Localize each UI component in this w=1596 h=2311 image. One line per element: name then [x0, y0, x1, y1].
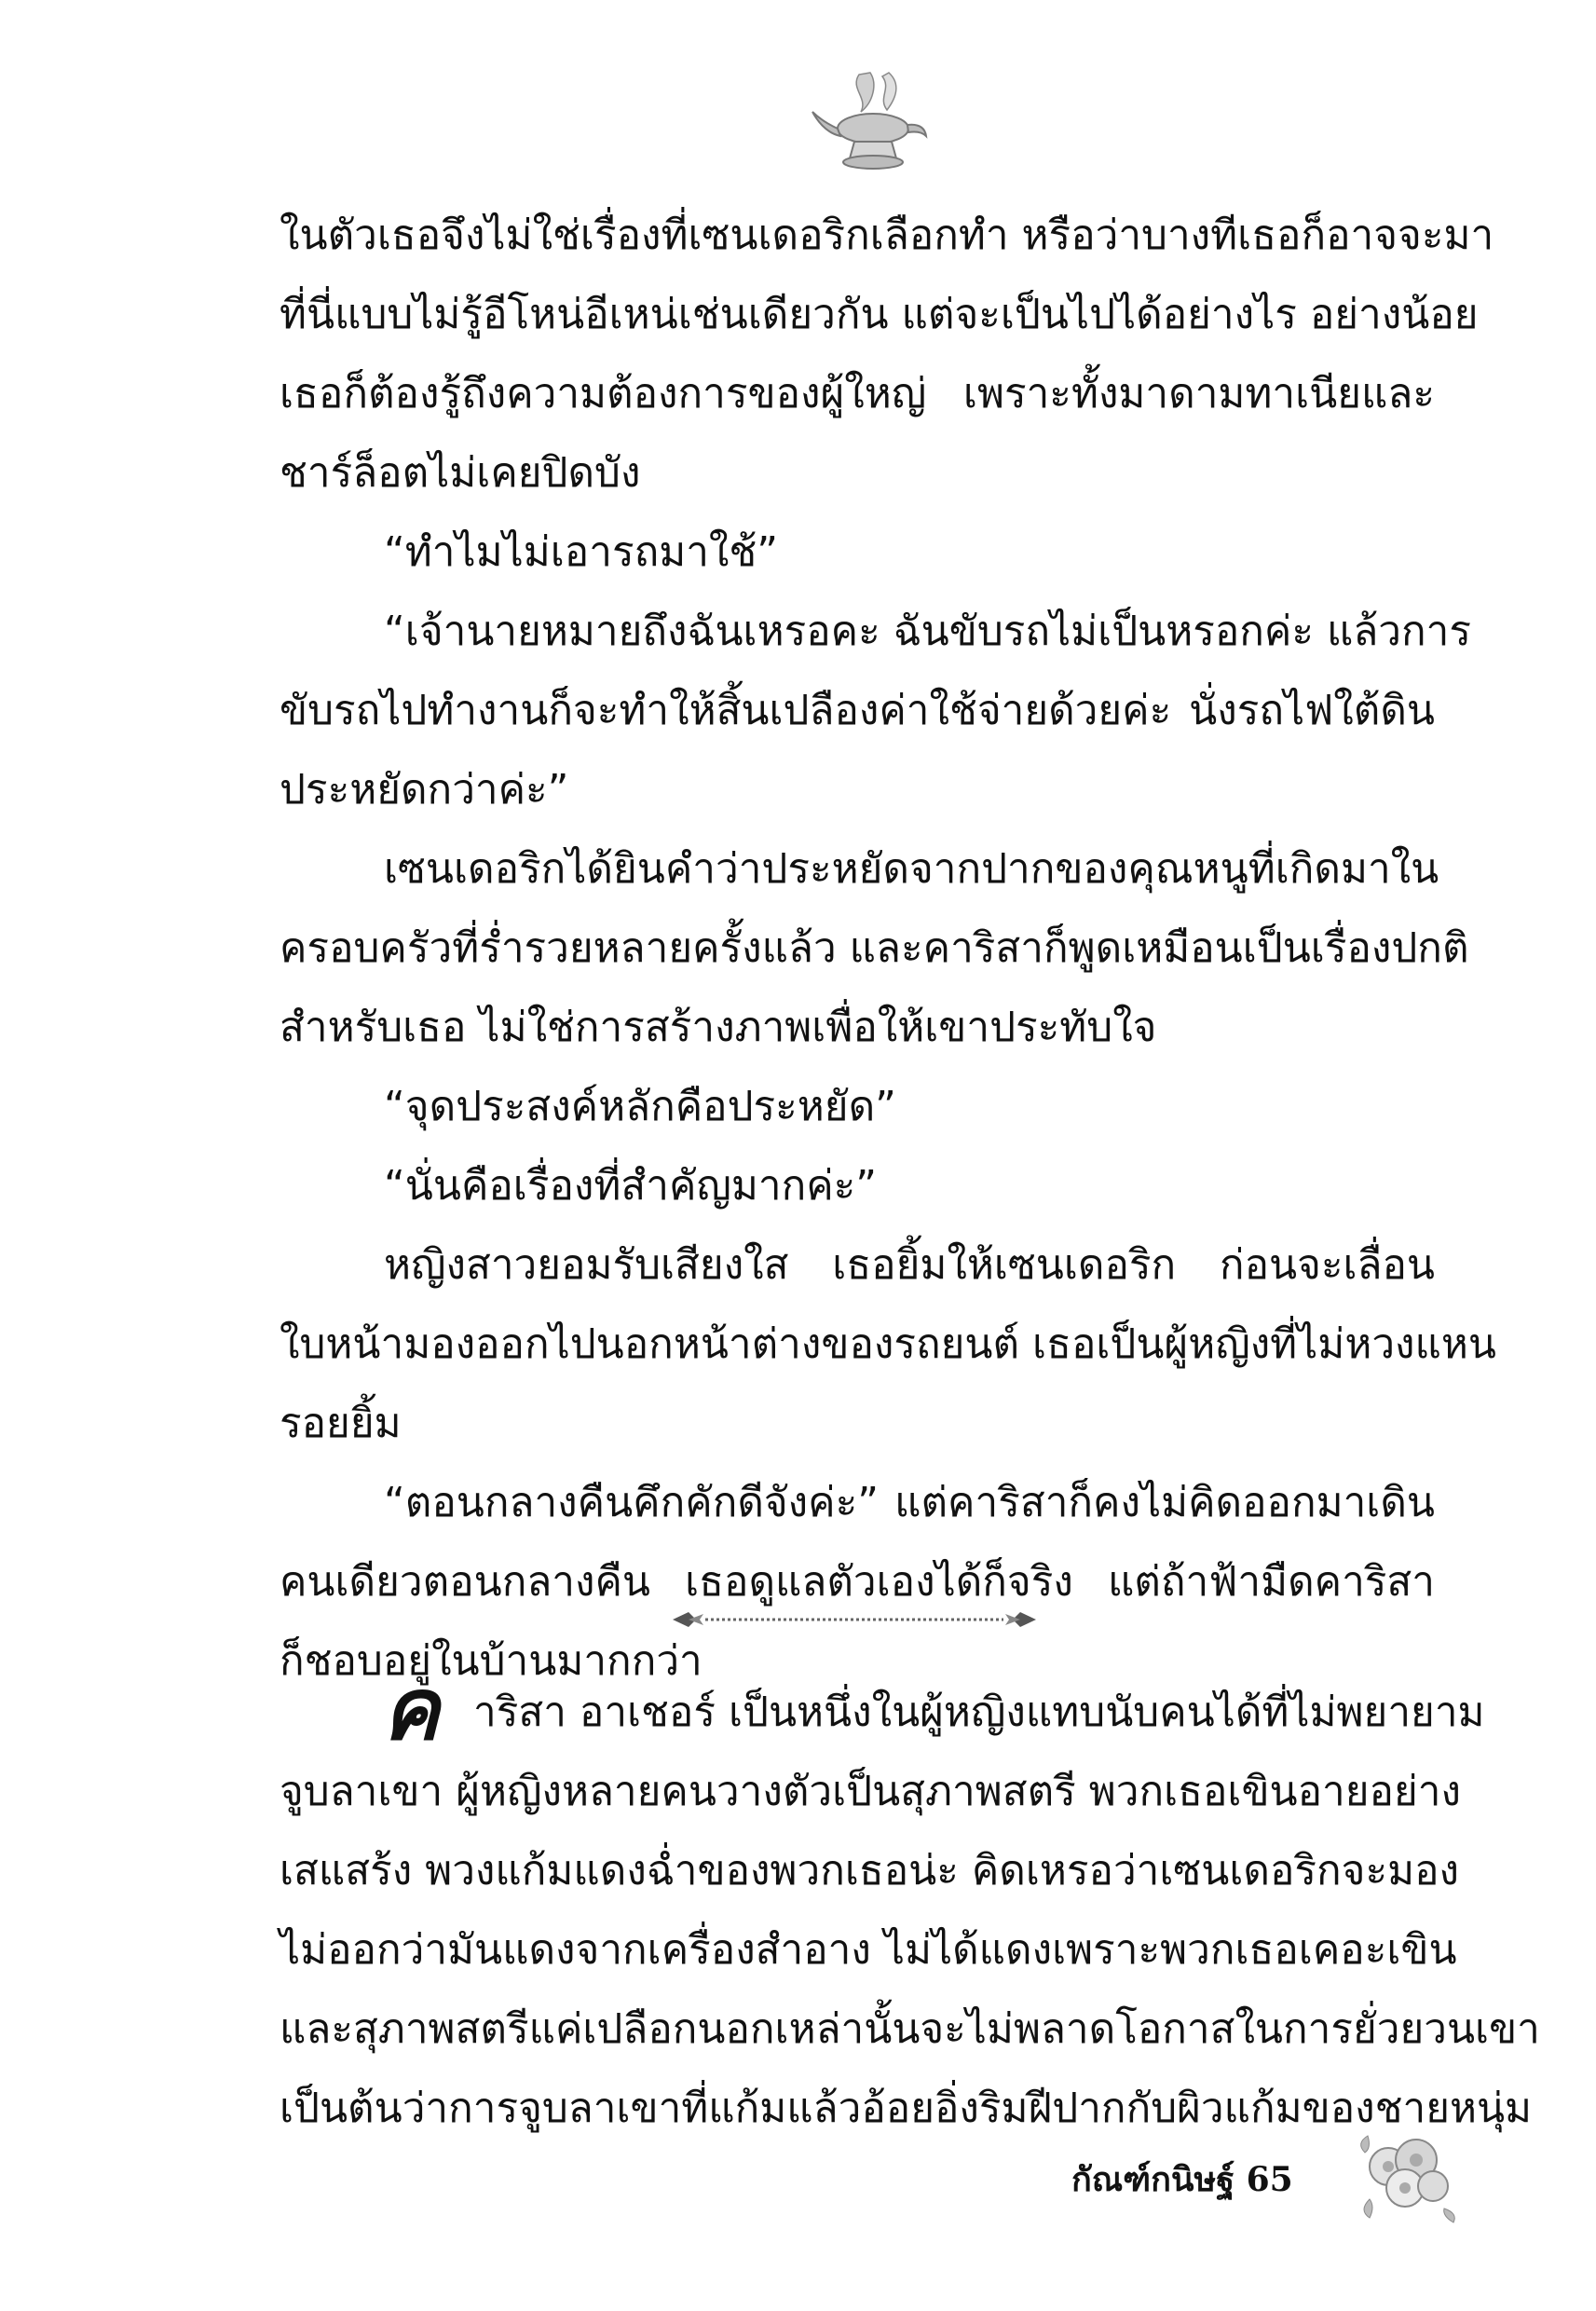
text-line: หญิงสาวยอมรับเสียงใส เธอยิ้มให้เซนเดอริก ก่อนจะเลื่อน — [384, 1241, 1435, 1289]
text-line: คนเดียวตอนกลางคืน เธอดูแลตัวเองได้ก็จริง แต่ถ้าฟ้ามืดคาริสา — [280, 1558, 1435, 1606]
text-line: และสุภาพสตรีแค่เปลือกนอกเหล่านั้นจะไม่พลาดโอกาสในการยั่วยวนเขา — [280, 2005, 1540, 2053]
text-line: ชาร์ล็อตไม่เคยปิดบัง — [280, 449, 641, 497]
text-line: สำหรับเธอ ไม่ใช่การสร้างภาพเพื่อให้เขาประทับใจ — [280, 1004, 1157, 1051]
text-line: ขับรถไปทำงานก็จะทำให้สิ้นเปลืองค่าใช้จ่ายด้วยค่ะ นั่งรถไฟใต้ดิน — [280, 687, 1435, 734]
text-line: ในตัวเธอจึงไม่ใช่เรื่องที่เซนเดอริกเลือกทำ หรือว่าบางทีเธอก็อาจจะมา — [280, 212, 1494, 259]
text-line: เสแสร้ง พวงแก้มแดงฉ่ำของพวกเธอน่ะ คิดเหรอว่าเซนเดอริกจะมอง — [280, 1847, 1460, 1894]
text-line: ประหยัดกว่าค่ะ” — [280, 766, 569, 814]
text-line: เป็นต้นว่าการจูบลาเขาที่แก้มแล้วอ้อยอิ่งริมฝีปากกับผิวแก้มของชายหนุ่ม — [280, 2085, 1533, 2132]
text-line: ไม่ออกว่ามันแดงจากเครื่องสำอาง ไม่ได้แดงเพราะพวกเธอเคอะเขิน — [280, 1926, 1457, 1974]
text-line: ใบหน้ามองออกไปนอกหน้าต่างของรถยนต์ เธอเป็นผู้หญิงที่ไม่หวงแหน — [280, 1320, 1496, 1368]
dialogue-line: “เจ้านายหมายถึงฉันเหรอคะ ฉันขับรถไม่เป็นหรอกค่ะ แล้วการ — [384, 608, 1471, 655]
page-footer — [1071, 2153, 1293, 2206]
text-line: ก็ชอบอยู่ในบ้านมากกว่า — [280, 1637, 703, 1685]
flower-bouquet-icon — [1351, 2125, 1463, 2227]
text-line: ที่นี่แบบไม่รู้อีโหน่อีเหน่เช่นเดียวกัน แต่จะเป็นไปได้อย่างไร อย่างน้อย — [280, 291, 1479, 338]
ornamental-divider-icon — [668, 1601, 1041, 1638]
text-line: เธอก็ต้องรู้ถึงความต้องการของผู้ใหญ่ เพราะทั้งมาดามทาเนียและ — [280, 370, 1435, 417]
magic-lamp-icon — [803, 65, 943, 177]
body-text-lower — [280, 1673, 1540, 2148]
text-line: รอยยิ้ม — [280, 1400, 402, 1447]
page-number: 65 — [1246, 2160, 1293, 2199]
dialogue-line: “นั่นคือเรื่องที่สำคัญมากค่ะ” — [384, 1162, 878, 1210]
book-title: กัณฑ์กนิษฐ์ — [1071, 2160, 1235, 2199]
dialogue-line: “จุดประสงค์หลักคือประหยัด” — [384, 1083, 896, 1130]
text-line: าริสา อาเชอร์ เป็นหนึ่งในผู้หญิงแทบนับคนได้ที่ไม่พยายาม — [473, 1689, 1485, 1736]
dialogue-line: “ตอนกลางคืนคึกคักดีจังค่ะ” แต่คาริสาก็คงไม่คิดออกมาเดิน — [384, 1479, 1435, 1526]
text-line: เซนเดอริกได้ยินคำว่าประหยัดจากปากของคุณหนูที่เกิดมาใน — [384, 845, 1439, 893]
text-line: ครอบครัวที่ร่ำรวยหลายครั้งแล้ว และคาริสาก็พูดเหมือนเป็นเรื่องปกติ — [280, 924, 1469, 972]
drop-cap: ค — [382, 1660, 440, 1759]
dialogue-line: “ทำไมไม่เอารถมาใช้” — [384, 528, 779, 576]
body-text-upper — [280, 196, 1496, 1701]
text-line: จูบลาเขา ผู้หญิงหลายคนวางตัวเป็นสุภาพสตรี พวกเธอเขินอายอย่าง — [280, 1768, 1461, 1815]
